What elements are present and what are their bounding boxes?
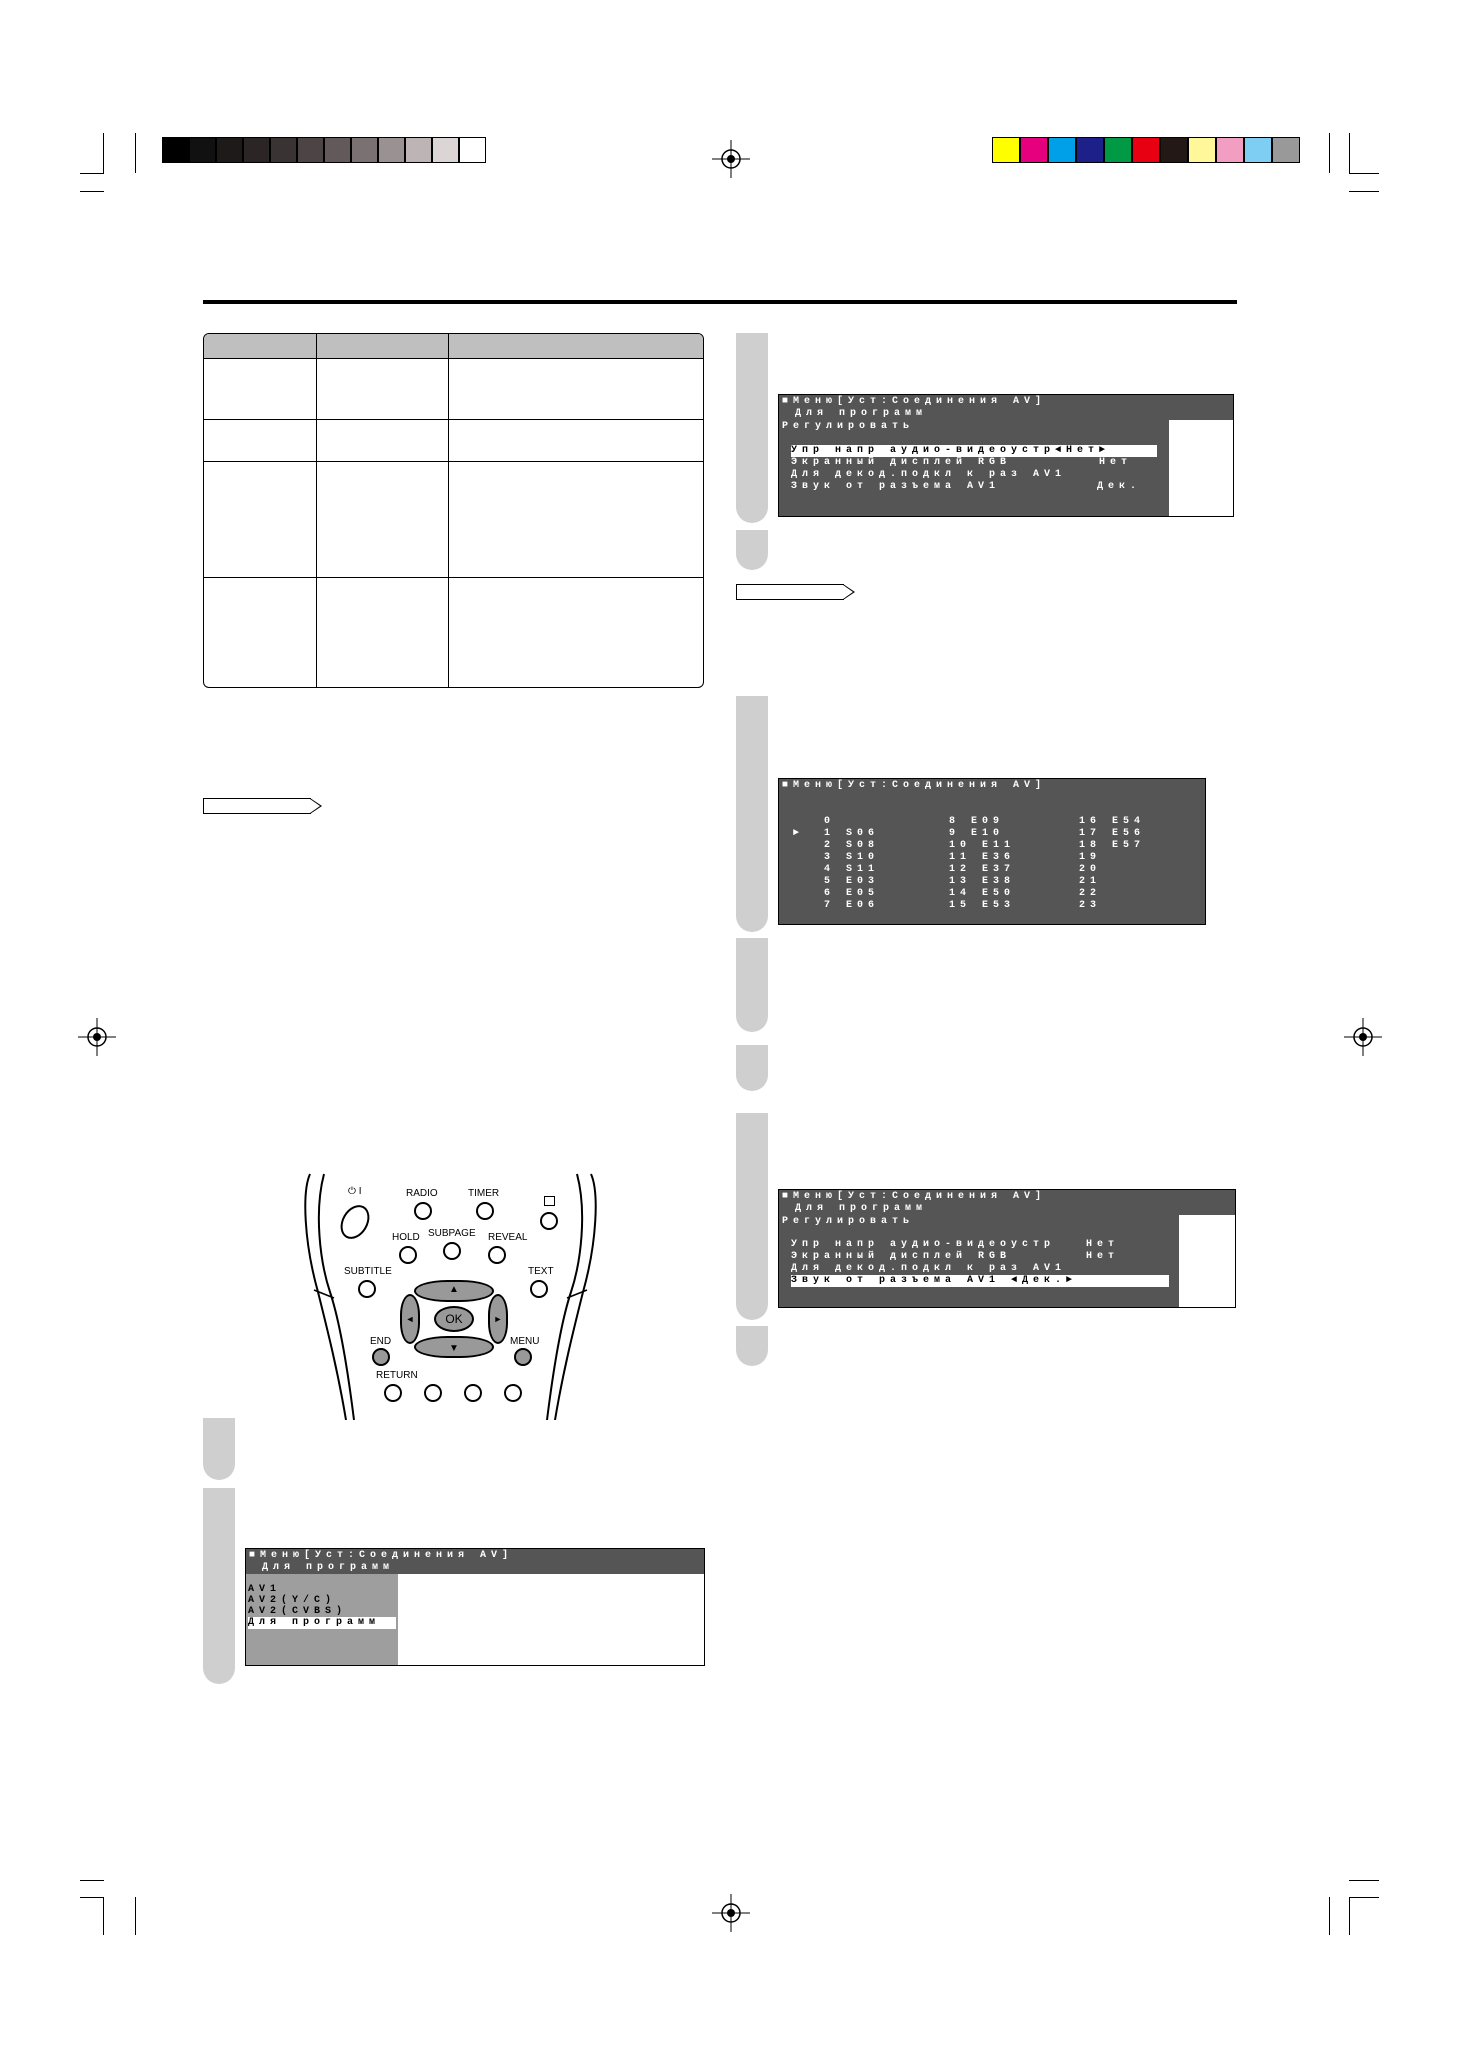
color-swatch <box>1104 137 1132 163</box>
osd-channel-entry[interactable]: 23 <box>1079 900 1102 911</box>
osd-row-rgb-value: Нет <box>1099 457 1133 468</box>
color-swatch <box>351 137 378 163</box>
subtitle-button[interactable] <box>358 1280 376 1298</box>
radio-label: RADIO <box>406 1188 438 1199</box>
ok-button[interactable]: OK <box>434 1306 474 1332</box>
teletext-icon <box>544 1196 555 1206</box>
osd-channel-entry[interactable]: 14 E50 <box>949 888 1016 899</box>
step-bar <box>736 1326 768 1366</box>
osd-row-sound-label[interactable]: Звук от разъема AV1 <box>791 481 1001 492</box>
text-label: TEXT <box>528 1266 554 1277</box>
osd-menu-inputs <box>245 1548 705 1666</box>
color-swatch <box>1272 137 1300 163</box>
return-label: RETURN <box>376 1370 418 1381</box>
osd-subtitle: Для программ <box>779 1203 1235 1215</box>
osd-menu-channel-list <box>778 778 1206 925</box>
osd-item-av2-yc[interactable]: AV2(Y/C) <box>248 1595 337 1606</box>
osd-channel-entry[interactable]: 12 E37 <box>949 864 1016 875</box>
osd-channel-entry[interactable]: 0 <box>824 816 836 827</box>
timer-label: TIMER <box>468 1188 500 1199</box>
note-tag-left <box>203 798 311 814</box>
registration-target-left <box>78 1018 116 1056</box>
osd-heading: Регулировать <box>782 421 915 432</box>
osd-subtitle: Для программ <box>779 408 1234 420</box>
osd-row-decoder[interactable]: Для декод.подкл к раз AV1 <box>791 469 1067 480</box>
osd-title: ■Меню[Уст:Соединения AV] <box>779 395 1234 408</box>
color-button-1[interactable] <box>384 1384 402 1402</box>
crop-mark-tr-h <box>1349 173 1379 174</box>
osd-row-sound[interactable]: Звук от разъема AV1 ◄Дек.► <box>791 1275 1169 1287</box>
timer-button[interactable] <box>476 1202 494 1220</box>
color-swatch <box>1216 137 1244 163</box>
osd-channel-entry[interactable]: 7 E06 <box>824 900 880 911</box>
text-button[interactable] <box>530 1280 548 1298</box>
registration-target-right <box>1344 1018 1382 1056</box>
crop-mark-tr-h2 <box>1349 191 1379 192</box>
right-button[interactable]: ► <box>488 1294 508 1344</box>
osd-subtitle: Для программ <box>246 1562 705 1574</box>
color-swatch <box>459 137 486 163</box>
hold-button[interactable] <box>399 1246 417 1264</box>
osd-channel-entry[interactable]: 11 E36 <box>949 852 1016 863</box>
table-row-divider <box>204 461 703 462</box>
osd-channel-entry[interactable]: 20 <box>1079 864 1102 875</box>
settings-table <box>203 333 704 688</box>
osd-channel-entry[interactable]: 18 E57 <box>1079 840 1146 851</box>
osd-title: ■Меню[Уст:Соединения AV] <box>246 1549 705 1562</box>
crop-mark-br-v2 <box>1349 1897 1350 1935</box>
table-row-divider <box>204 577 703 578</box>
color-swatch <box>162 137 189 163</box>
osd-row-rgb-label[interactable]: Экранный дисплей RGB <box>791 457 1012 468</box>
crop-mark-br-h2 <box>1349 1897 1379 1898</box>
subpage-button[interactable] <box>443 1242 461 1260</box>
color-swatch <box>189 137 216 163</box>
osd-pointer-icon: ► <box>793 828 805 839</box>
crop-mark-tr-v <box>1329 133 1330 173</box>
osd-channel-entry[interactable]: 3 S10 <box>824 852 880 863</box>
osd-channel-entry[interactable]: 2 S08 <box>824 840 880 851</box>
menu-button[interactable] <box>514 1348 532 1366</box>
osd-row-av-value: Нет <box>1086 1239 1120 1250</box>
osd-item-av2-cvbs[interactable]: AV2(CVBS) <box>248 1606 348 1617</box>
color-swatch <box>243 137 270 163</box>
note-tag-right <box>736 584 844 600</box>
osd-title: ■Меню[Уст:Соединения AV] <box>779 1190 1236 1203</box>
color-swatch <box>1048 137 1076 163</box>
osd-item-av1[interactable]: AV1 <box>248 1584 282 1595</box>
crop-mark-br-v <box>1329 1897 1330 1935</box>
osd-row-decoder[interactable]: Для декод.подкл к раз AV1 <box>791 1263 1067 1274</box>
osd-channel-entry[interactable]: 10 E11 <box>949 840 1016 851</box>
step-bar <box>736 696 768 932</box>
crop-mark-bl-h <box>80 1880 104 1881</box>
color-swatch <box>324 137 351 163</box>
osd-title: ■Меню[Уст:Соединения AV] <box>779 779 1206 792</box>
color-button-2[interactable] <box>424 1384 442 1402</box>
registration-target-bottom <box>712 1894 750 1932</box>
down-button[interactable]: ▼ <box>414 1336 494 1358</box>
table-header-row <box>204 334 703 359</box>
radio-button[interactable] <box>414 1202 432 1220</box>
step-bar <box>736 1113 768 1320</box>
osd-channel-entry[interactable]: 17 E56 <box>1079 828 1146 839</box>
remote-control <box>298 1172 603 1420</box>
step-bar <box>736 1045 768 1091</box>
subpage-label: SUBPAGE <box>428 1228 476 1239</box>
hold-label: HOLD <box>392 1232 420 1243</box>
color-swatch <box>216 137 243 163</box>
color-button-4[interactable] <box>504 1384 522 1402</box>
crop-mark-tl-v2 <box>135 133 136 173</box>
crop-mark-tl-h <box>80 173 104 174</box>
color-swatch <box>1076 137 1104 163</box>
reveal-button[interactable] <box>488 1246 506 1264</box>
step-bar <box>736 333 768 523</box>
osd-channel-entry[interactable]: 4 S11 <box>824 864 880 875</box>
osd-channel-entry[interactable]: 16 E54 <box>1079 816 1146 827</box>
osd-row-rgb-value: Нет <box>1086 1251 1120 1262</box>
table-column-divider <box>316 334 317 687</box>
osd-row-rgb-label[interactable]: Экранный дисплей RGB <box>791 1251 1012 1262</box>
menu-label: MENU <box>510 1336 540 1347</box>
osd-row-av-label[interactable]: Упр напр аудио-видеоустр <box>791 1239 1056 1250</box>
osd-channel-entry[interactable]: 1 S06 <box>824 828 880 839</box>
table-row-divider <box>204 419 703 420</box>
osd-channel-entry[interactable]: 21 <box>1079 876 1102 887</box>
step-bar <box>736 530 768 570</box>
osd-row-sound-value: Дек. <box>1097 481 1142 492</box>
registration-target-top <box>712 140 750 178</box>
step-bar <box>203 1418 235 1480</box>
osd-row-av-control[interactable]: Упр напр аудио-видеоустр◄Нет► <box>791 445 1157 457</box>
osd-channel-entry[interactable]: 9 E10 <box>949 828 1005 839</box>
color-button-3[interactable] <box>464 1384 482 1402</box>
osd-channel-entry[interactable]: 6 E05 <box>824 888 880 899</box>
color-swatch <box>1132 137 1160 163</box>
left-button[interactable]: ◄ <box>400 1294 420 1344</box>
color-swatch <box>1188 137 1216 163</box>
subtitle-label: SUBTITLE <box>344 1266 392 1277</box>
color-swatch <box>297 137 324 163</box>
crop-mark-tl-h2 <box>80 191 104 192</box>
teletext-button[interactable] <box>540 1212 558 1230</box>
up-button[interactable]: ▲ <box>414 1280 494 1302</box>
osd-channel-entry[interactable]: 8 E09 <box>949 816 1005 827</box>
power-label: ⏻ I <box>348 1186 362 1197</box>
table-column-divider <box>448 334 449 687</box>
end-button[interactable] <box>372 1348 390 1366</box>
osd-menu-regulate-2 <box>778 1189 1236 1308</box>
step-bar <box>736 938 768 1032</box>
crop-mark-bl-h2 <box>80 1897 104 1898</box>
color-swatch <box>1160 137 1188 163</box>
color-swatch <box>270 137 297 163</box>
header-rule <box>203 300 1237 304</box>
color-swatch <box>1244 137 1272 163</box>
color-swatch <box>992 137 1020 163</box>
osd-channel-entry[interactable]: 15 E53 <box>949 900 1016 911</box>
color-swatch <box>1020 137 1048 163</box>
crop-mark-tl-v <box>103 133 104 173</box>
crop-mark-bl-v2 <box>135 1897 136 1935</box>
osd-heading: Регулировать <box>782 1216 915 1227</box>
reveal-label: REVEAL <box>488 1232 528 1243</box>
step-bar <box>203 1488 235 1684</box>
color-swatch <box>432 137 459 163</box>
crop-mark-tr-v2 <box>1349 133 1350 173</box>
osd-menu-regulate-1 <box>778 394 1234 517</box>
osd-channel-entry[interactable]: 5 E03 <box>824 876 880 887</box>
crop-mark-br-h <box>1349 1880 1379 1881</box>
crop-mark-bl-v <box>103 1897 104 1935</box>
osd-channel-entry[interactable]: 13 E38 <box>949 876 1016 887</box>
color-swatch <box>405 137 432 163</box>
osd-channel-entry[interactable]: 19 <box>1079 852 1102 863</box>
end-label: END <box>370 1336 392 1347</box>
osd-channel-entry[interactable]: 22 <box>1079 888 1102 899</box>
osd-item-programs[interactable]: Для программ <box>248 1617 396 1629</box>
color-swatch <box>378 137 405 163</box>
